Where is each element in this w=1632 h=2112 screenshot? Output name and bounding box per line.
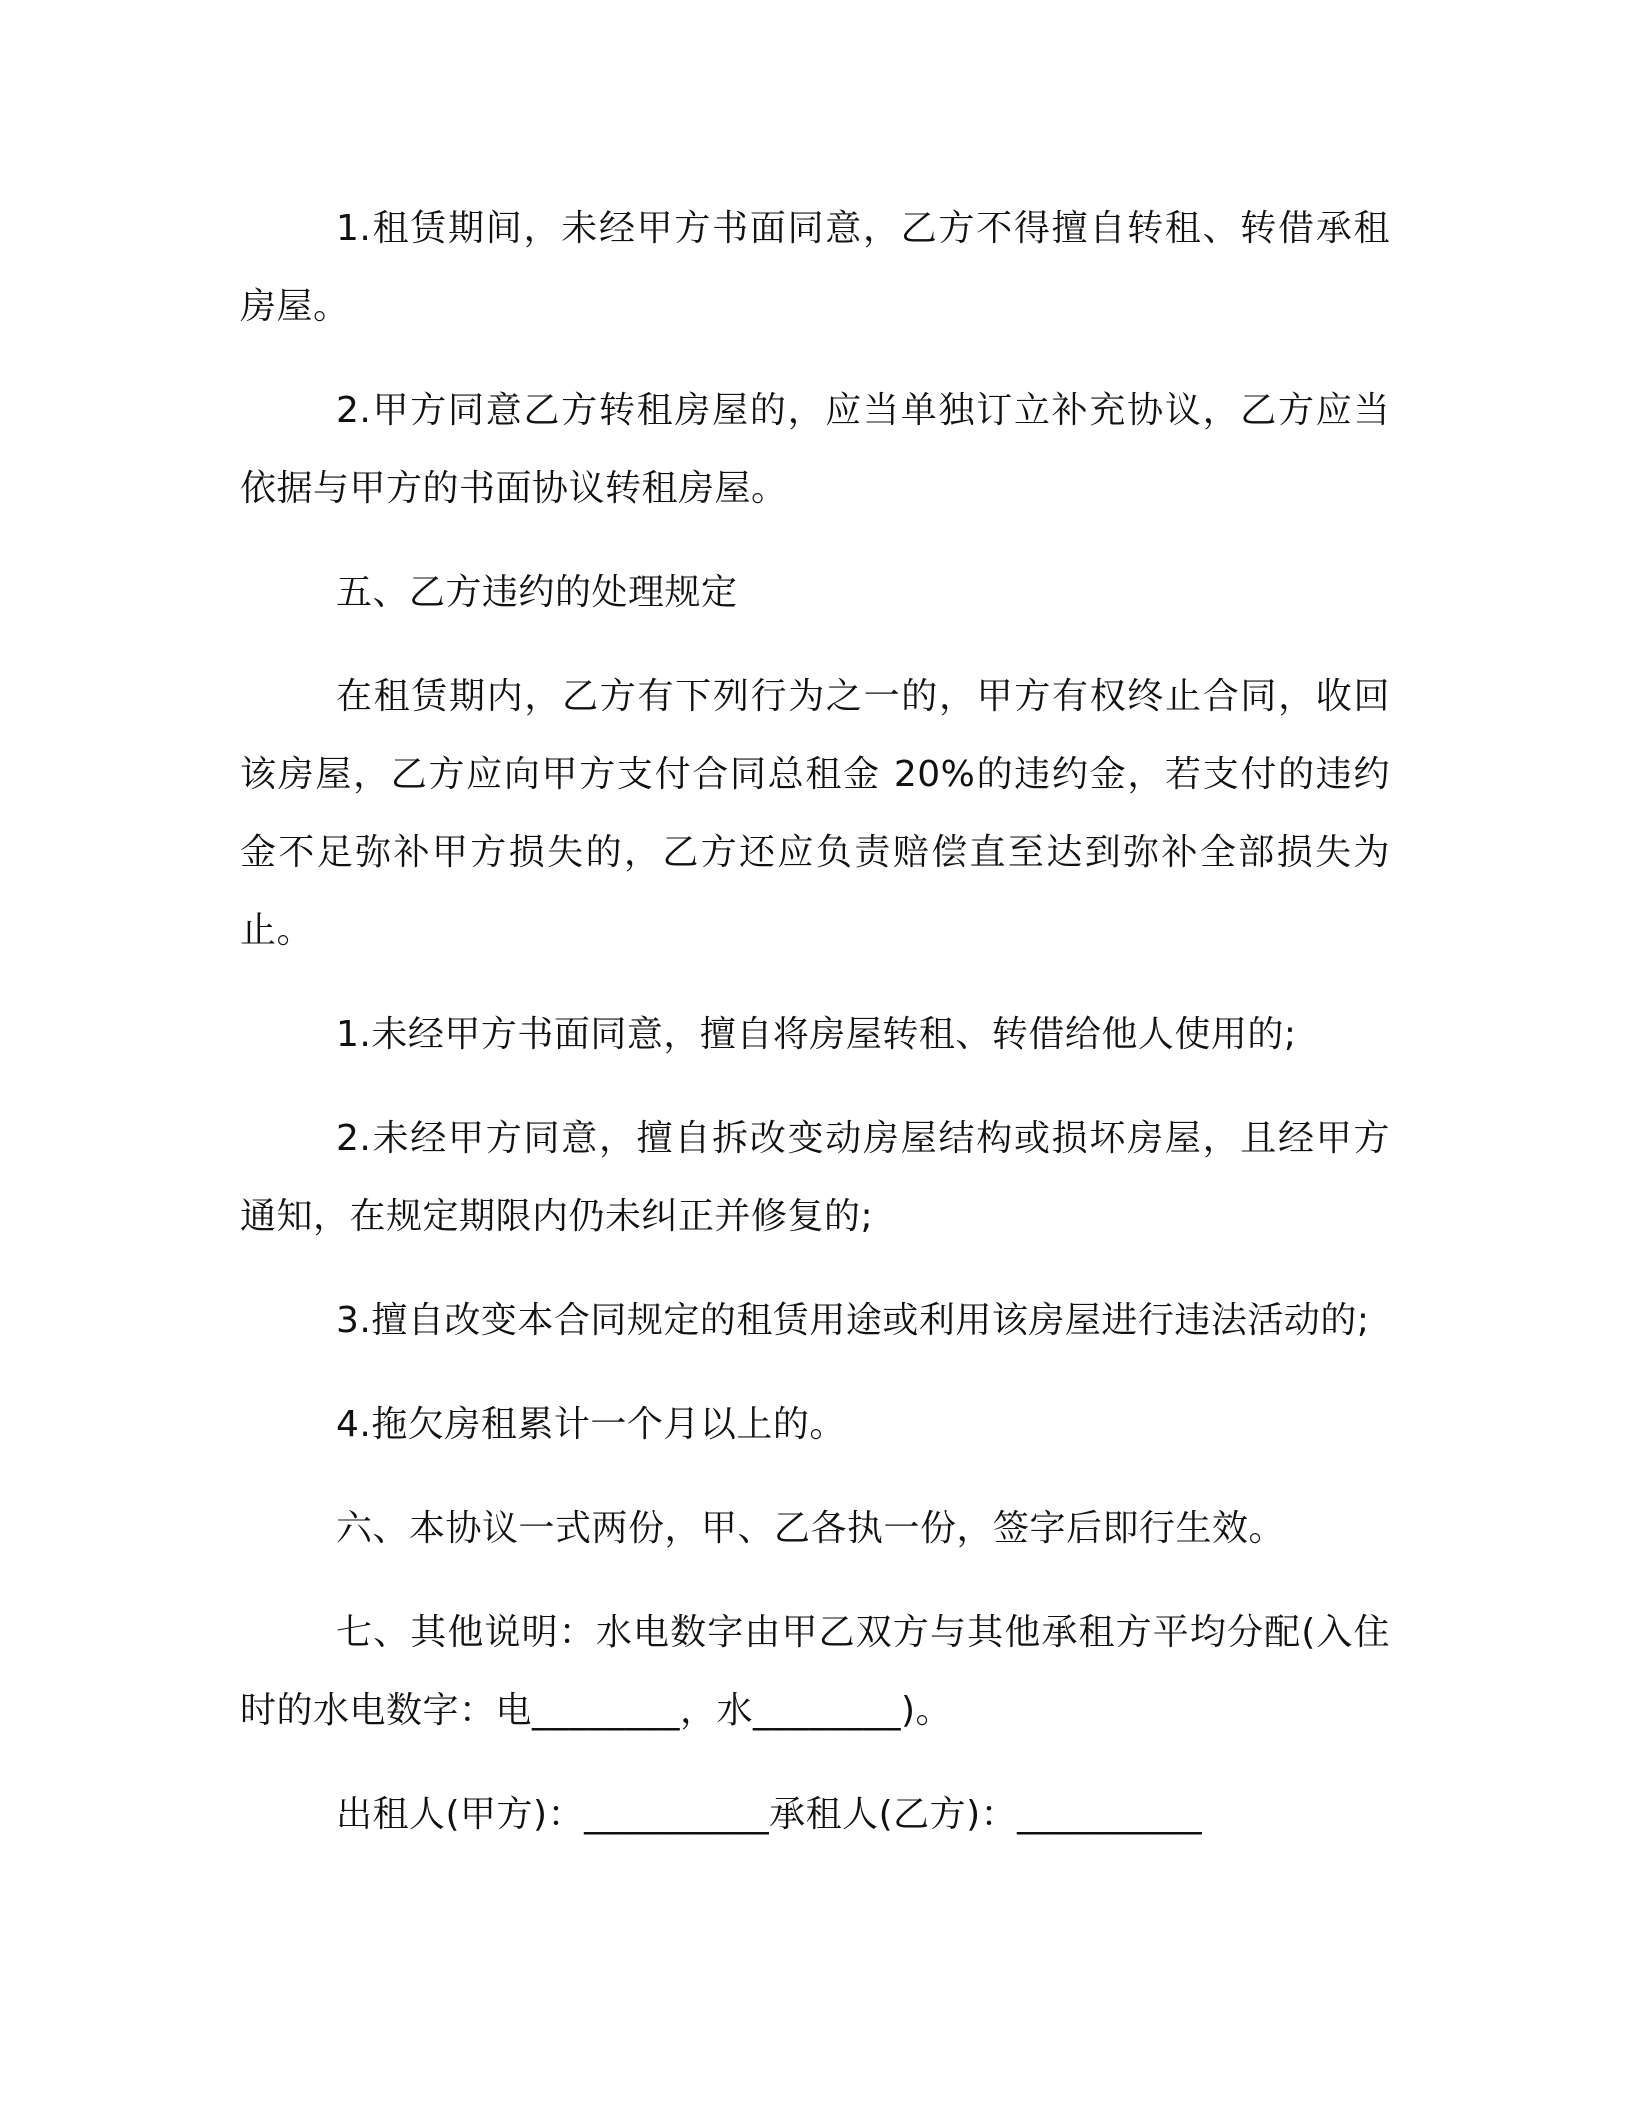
breach-item-3: 3.擅自改变本合同规定的租赁用途或利用该房屋进行违法活动的; bbox=[336, 1300, 1370, 1341]
signature-line: 出租人(甲方)：__________承租人(乙方)：__________ bbox=[336, 1794, 1203, 1835]
breach-terms-paragraph: 在租赁期内，乙方有下列行为之一的，甲方有权终止合同，收回该房屋，乙方应向甲方支付合同总租金 20%的违约金，若支付的违约金不足弥补甲方损失的，乙方还应负责赔偿直至达到弥补全部损失为止。 bbox=[240, 676, 1390, 951]
breach-item-2: 2.未经甲方同意，擅自拆改变动房屋结构或损坏房屋，且经甲方通知，在规定期限内仍未纠正并修复的; bbox=[240, 1118, 1390, 1237]
section-other-notes: 七、其他说明：水电数字由甲乙双方与其他承租方平均分配(入住时的水电数字：电________，水________)。 bbox=[240, 1612, 1390, 1731]
breach-item-4: 4.拖欠房租累计一个月以上的。 bbox=[336, 1404, 846, 1445]
section-heading-breach: 五、乙方违约的处理规定 bbox=[336, 572, 738, 613]
section-copies-effective: 六、本协议一式两份，甲、乙各执一份，签字后即行生效。 bbox=[336, 1508, 1286, 1549]
clause-sublease-agreement: 2.甲方同意乙方转租房屋的，应当单独订立补充协议，乙方应当依据与甲方的书面协议转租房屋。 bbox=[240, 390, 1390, 509]
breach-item-1: 1.未经甲方书面同意，擅自将房屋转租、转借给他人使用的; bbox=[336, 1014, 1297, 1055]
document-body bbox=[240, 190, 1390, 1854]
clause-sublease-consent: 1.租赁期间，未经甲方书面同意，乙方不得擅自转租、转借承租房屋。 bbox=[240, 208, 1390, 327]
